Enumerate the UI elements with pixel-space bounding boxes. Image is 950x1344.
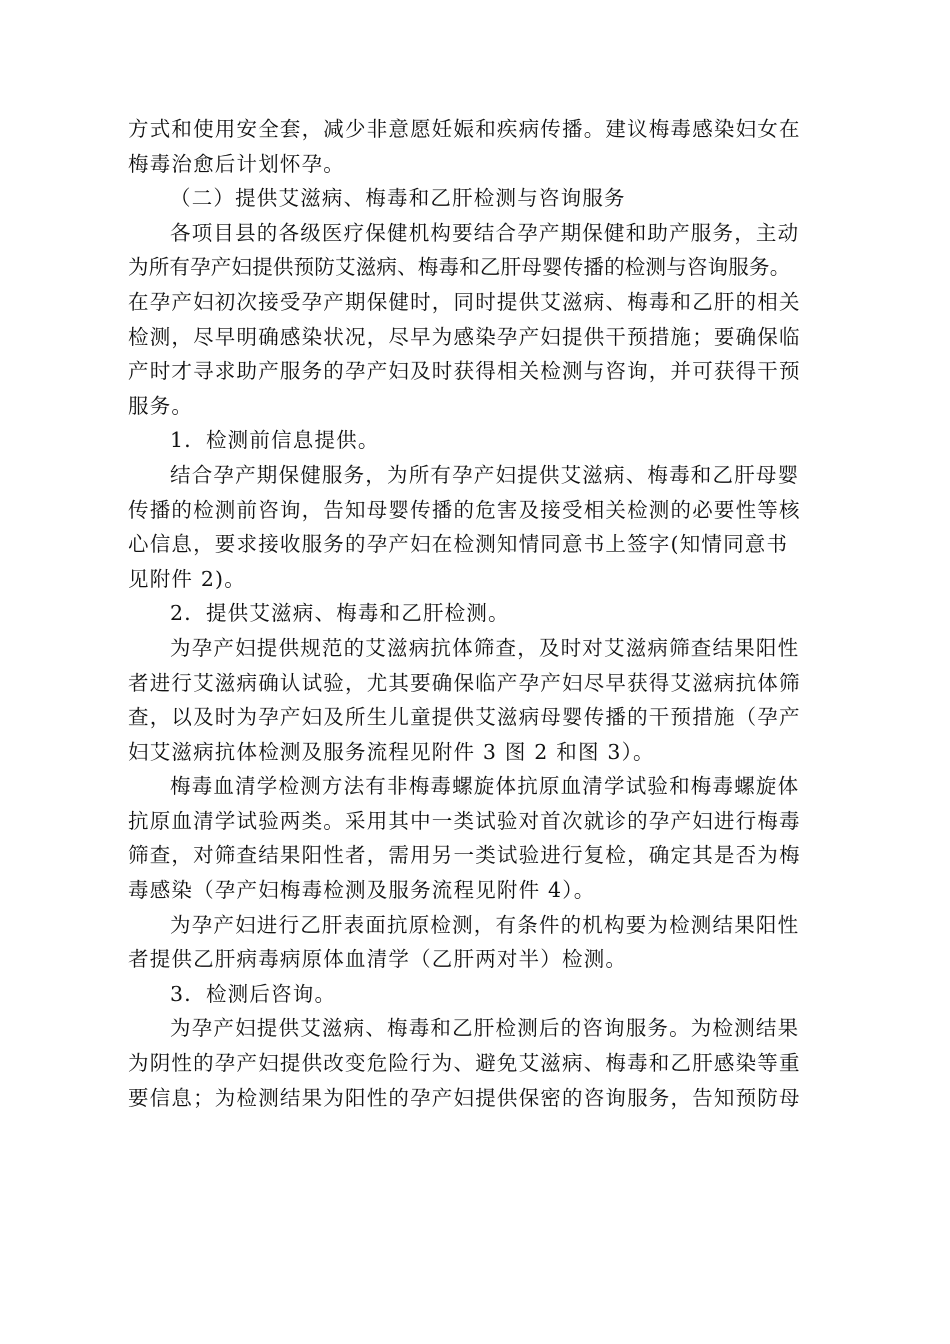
list-item-heading: 2．提供艾滋病、梅毒和乙肝检测。 [170,601,510,626]
text-line: 梅毒血清学检测方法有非梅毒螺旋体抗原血清学试验和梅毒螺旋体 [170,774,800,799]
text-line: 在孕产妇初次接受孕产期保健时，同时提供艾滋病、梅毒和乙肝的相关 [128,289,801,314]
text-line: 筛查，对筛查结果阳性者，需用另一类试验进行复检，确定其是否为梅 [128,843,801,868]
document-body [128,112,828,1115]
text-line: 毒感染（孕产妇梅毒检测及服务流程见附件 4）。 [128,878,596,903]
text-line: 服务。 [128,393,194,418]
text-line: 抗原血清学试验两类。采用其中一类试验对首次就诊的孕产妇进行梅毒 [128,808,801,833]
list-item-heading: 1．检测前信息提供。 [170,428,380,453]
text-line: 检测，尽早明确感染状况，尽早为感染孕产妇提供干预措施；要确保临 [128,324,801,349]
text-line: 传播的检测前咨询，告知母婴传播的危害及接受相关检测的必要性等核 [128,497,801,522]
text-line: 结合孕产期保健服务，为所有孕产妇提供艾滋病、梅毒和乙肝母婴 [170,462,800,487]
text-line: 为阴性的孕产妇提供改变危险行为、避免艾滋病、梅毒和乙肝感染等重 [128,1051,801,1076]
section-heading: （二）提供艾滋病、梅毒和乙肝检测与咨询服务 [170,186,626,211]
list-item-heading: 3．检测后咨询。 [170,981,337,1006]
text-line: 心信息，要求接收服务的孕产妇在检测知情同意书上签字(知情同意书 [128,532,789,557]
text-line: 各项目县的各级医疗保健机构要结合孕产期保健和助产服务，主动 [170,220,800,245]
text-line: 者提供乙肝病毒病原体血清学（乙肝两对半）检测。 [128,947,628,972]
text-line: 见附件 2)。 [128,566,246,591]
text-line: 为孕产妇进行乙肝表面抗原检测，有条件的机构要为检测结果阳性 [170,912,800,937]
text-line: 要信息；为检测结果为阳性的孕产妇提供保密的咨询服务，告知预防母 [128,1085,801,1110]
text-line: 妇艾滋病抗体检测及服务流程见附件 3 图 2 和图 3）。 [128,739,655,764]
text-line: 为孕产妇提供艾滋病、梅毒和乙肝检测后的咨询服务。为检测结果 [170,1016,800,1041]
text-line: 为所有孕产妇提供预防艾滋病、梅毒和乙肝母婴传播的检测与咨询服务。 [128,255,791,280]
text-line: 为孕产妇提供规范的艾滋病抗体筛查，及时对艾滋病筛查结果阳性 [170,635,800,660]
text-line: 梅毒治愈后计划怀孕。 [128,151,345,176]
text-line: 产时才寻求助产服务的孕产妇及时获得相关检测与咨询，并可获得干预 [128,359,801,384]
text-line: 方式和使用安全套，减少非意愿妊娠和疾病传播。建议梅毒感染妇女在 [128,117,801,141]
text-line: 查，以及时为孕产妇及所生儿童提供艾滋病母婴传播的干预措施（孕产 [128,705,801,730]
text-line: 者进行艾滋病确认试验，尤其要确保临产孕产妇尽早获得艾滋病抗体筛 [128,670,801,695]
